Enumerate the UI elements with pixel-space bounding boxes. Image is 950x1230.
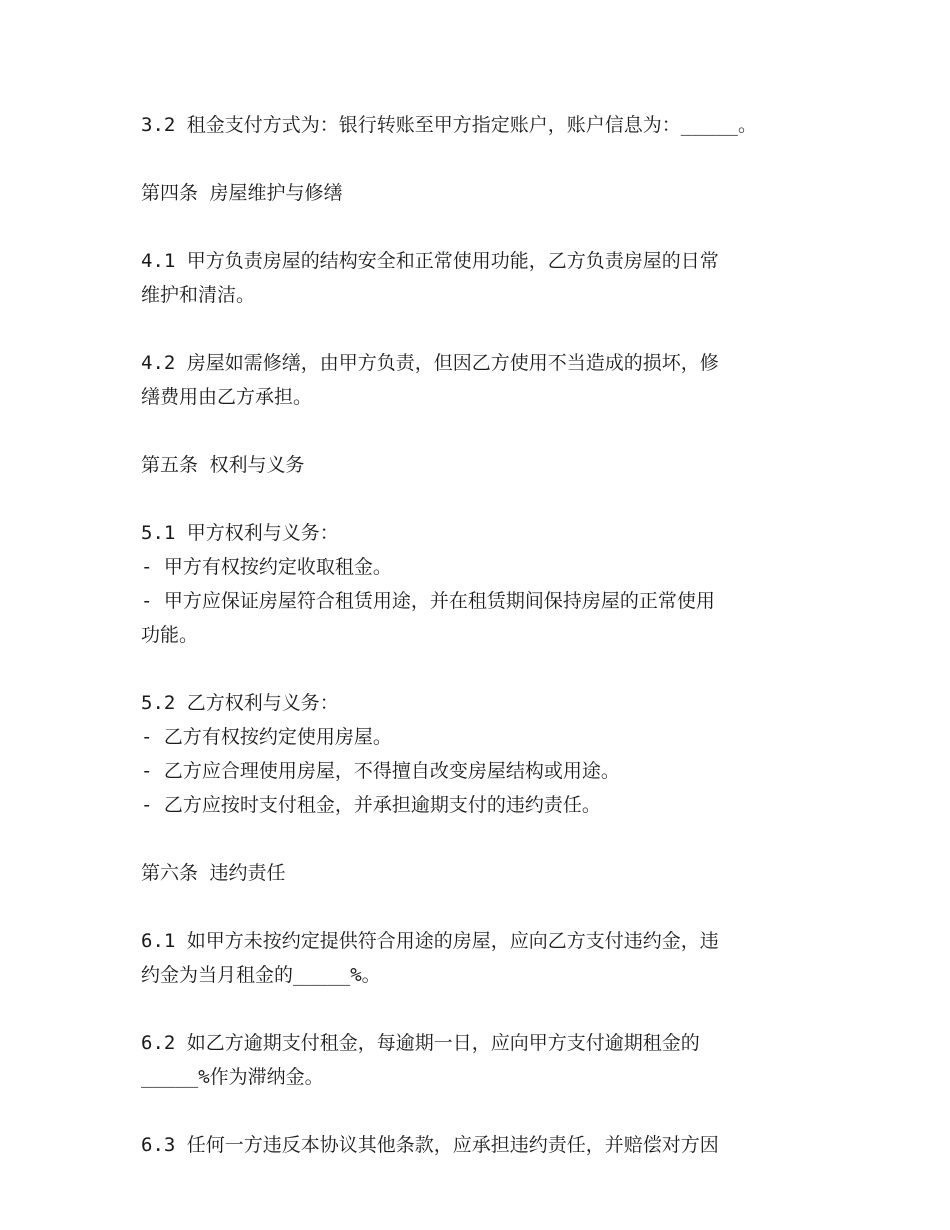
list-item: - 甲方有权按约定收取租金。 [141, 556, 392, 578]
clause-6-2 [141, 1026, 821, 1094]
text-line: 6.1 如甲方未按约定提供符合用途的房屋，应向乙方支付违约金，违 [141, 930, 719, 952]
article-6-heading [141, 856, 821, 890]
text-line: 约金为当月租金的_____%。 [141, 964, 381, 986]
clause-4-2 [141, 346, 821, 414]
text-line: 功能。 [141, 624, 199, 646]
list-item: - 甲方应保证房屋符合租赁用途，并在租赁期间保持房屋的正常使用 [141, 590, 715, 612]
clause-5-2 [141, 686, 821, 822]
text-line: 缮费用由乙方承担。 [141, 386, 313, 408]
text-line: 4.2 房屋如需修缮，由甲方负责，但因乙方使用不当造成的损坏，修 [141, 352, 719, 374]
clause-3-2 [141, 108, 821, 142]
text-line: 4.1 甲方负责房屋的结构安全和正常使用功能，乙方负责房屋的日常 [141, 250, 719, 272]
text-line: 6.3 任何一方违反本协议其他条款，应承担违约责任，并赔偿对方因 [141, 1134, 719, 1156]
list-item: - 乙方有权按约定使用房屋。 [141, 726, 392, 748]
text-line: 3.2 租金支付方式为：银行转账至甲方指定账户，账户信息为：_____。 [141, 114, 757, 136]
heading-line: 第五条 权利与义务 [141, 454, 305, 476]
text-line: 5.1 甲方权利与义务： [141, 522, 339, 544]
list-item: - 乙方应按时支付租金，并承担逾期支付的违约责任。 [141, 794, 601, 816]
article-5-heading [141, 448, 821, 482]
clause-6-1 [141, 924, 821, 992]
text-line: _____%作为滞纳金。 [141, 1066, 324, 1088]
list-item: - 乙方应合理使用房屋，不得擅自改变房屋结构或用途。 [141, 760, 620, 782]
text-line: 5.2 乙方权利与义务： [141, 692, 339, 714]
article-4-heading [141, 176, 821, 210]
heading-line: 第六条 违约责任 [141, 862, 286, 884]
text-line: 6.2 如乙方逾期支付租金，每逾期一日，应向甲方支付逾期租金的 [141, 1032, 700, 1054]
heading-line: 第四条 房屋维护与修缮 [141, 182, 343, 204]
clause-5-1 [141, 516, 821, 652]
clause-4-1 [141, 244, 821, 312]
clause-6-3 [141, 1128, 821, 1162]
text-line: 维护和清洁。 [141, 284, 256, 306]
document-body [141, 108, 821, 1196]
